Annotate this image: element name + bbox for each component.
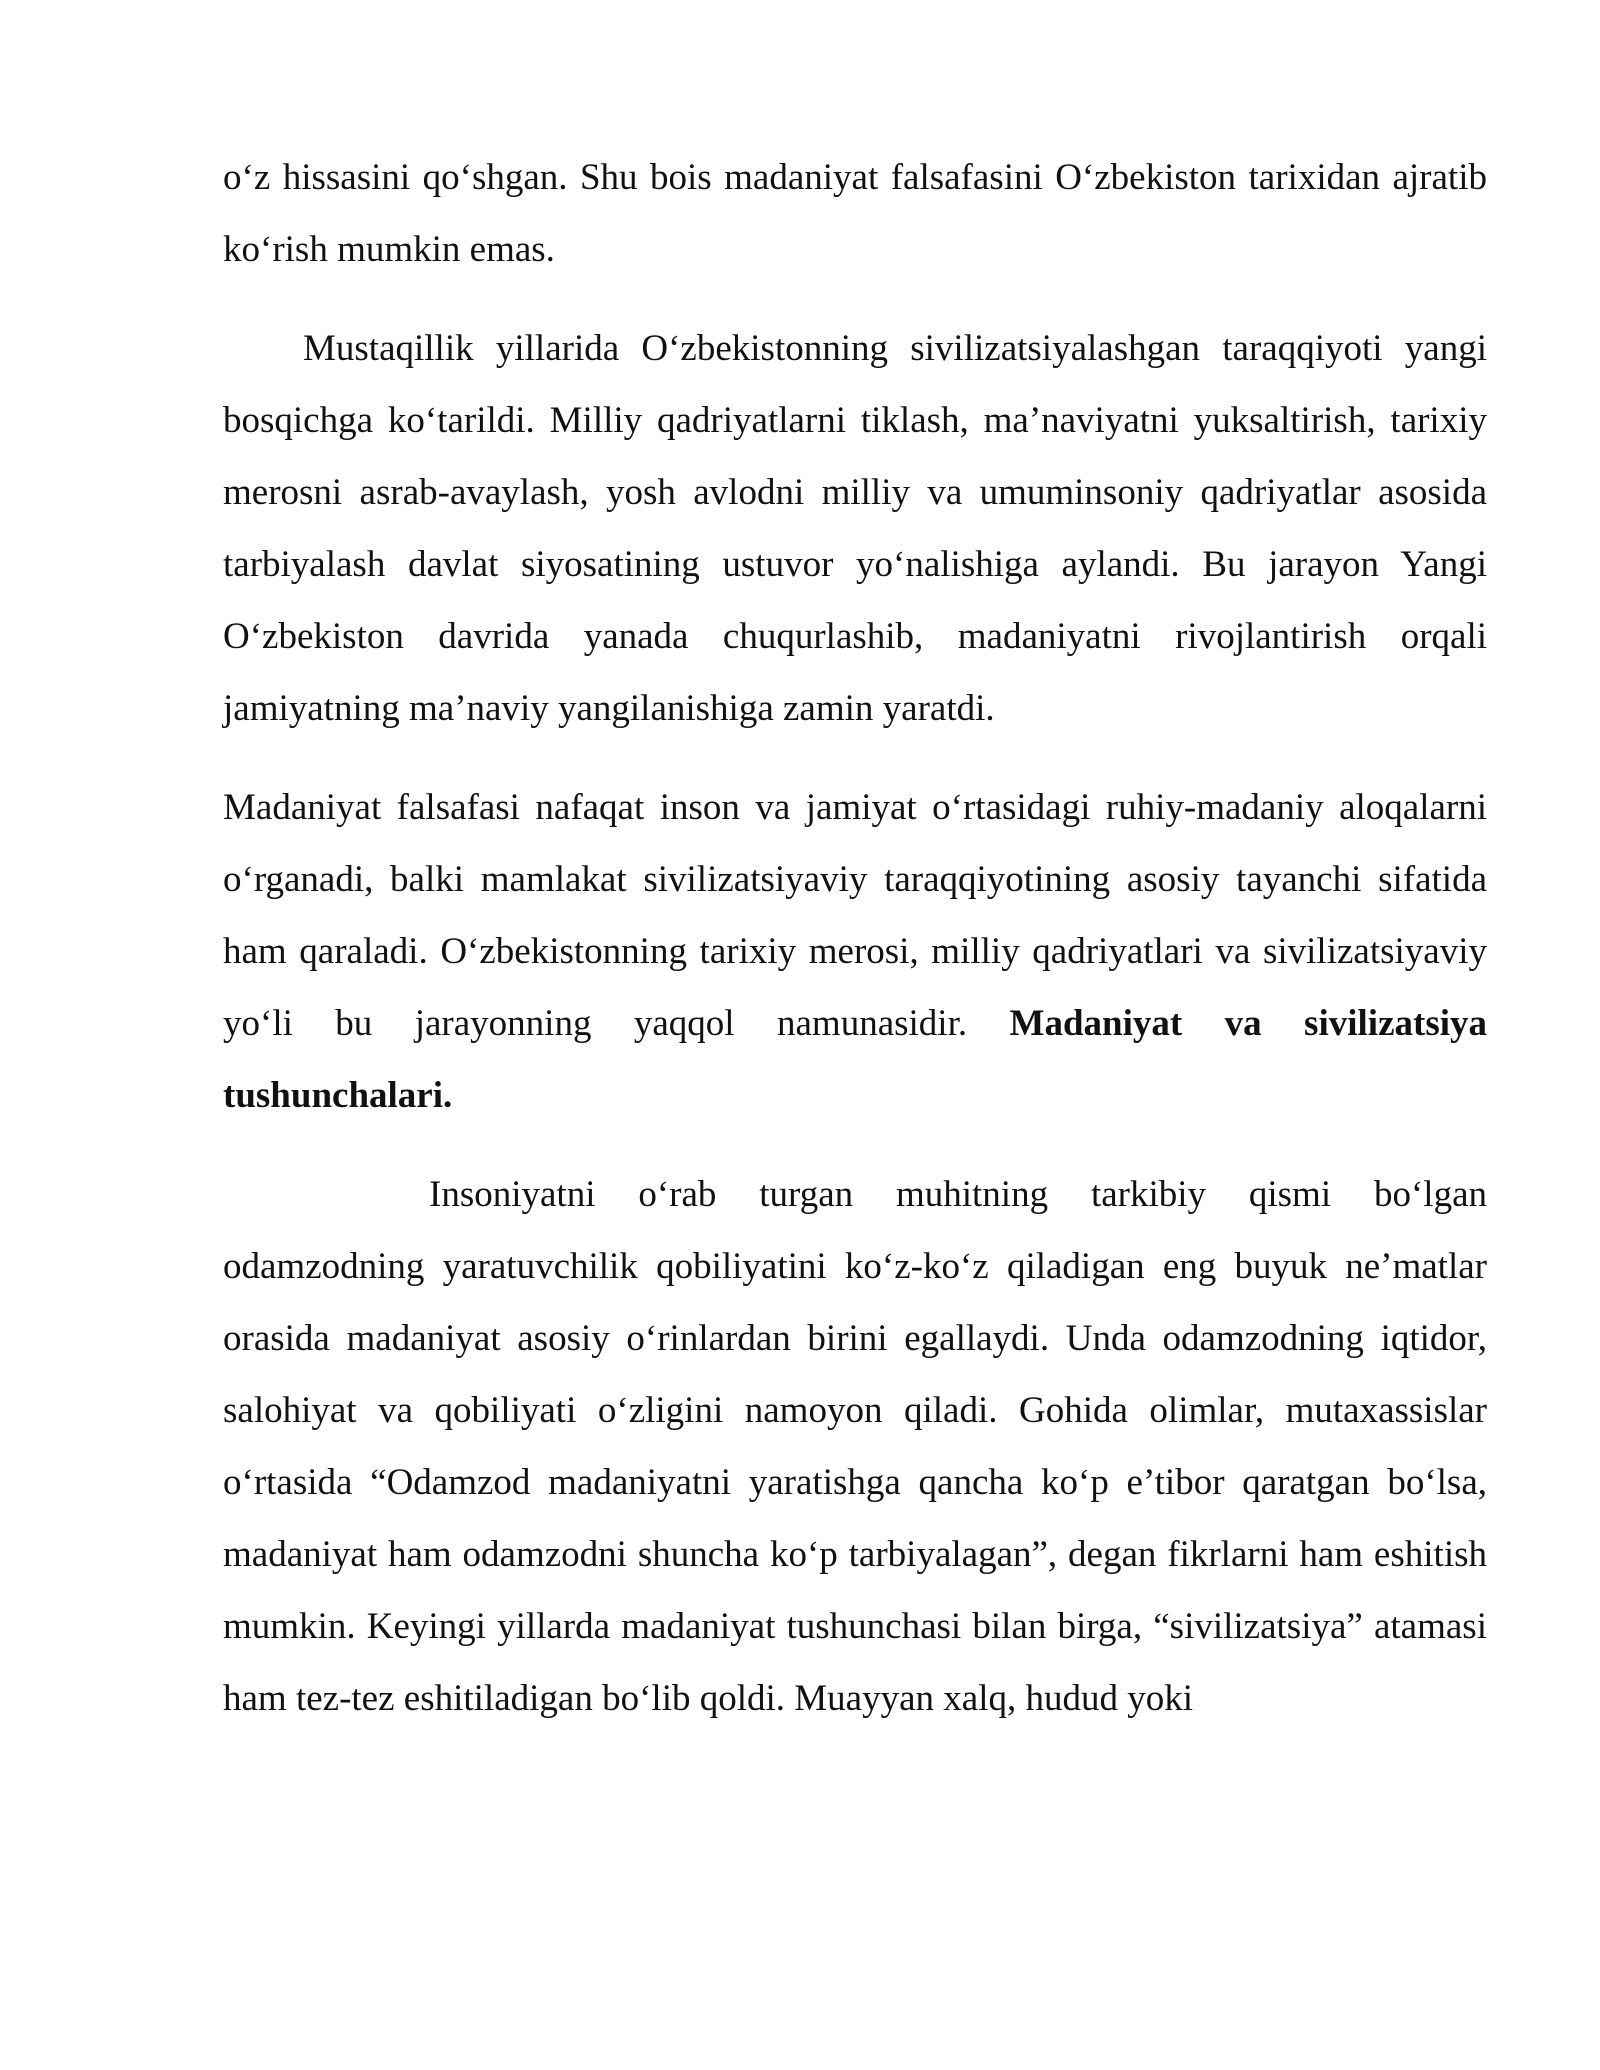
paragraph-3 <box>223 772 1487 1132</box>
section-heading: Madaniyat va sivilizatsiya tushunchalari. <box>223 1003 1487 1116</box>
paragraph-2: Mustaqillik yillarida O‘zbekistonning sivilizatsiyalashgan taraqqiyoti yangi bosqichga ko‘tarildi. Milliy qadriyatlarni tiklash, ma’naviyatni yuksaltirish, tarixiy merosni asrab-avaylash, yosh avlodni milliy va umuminsoniy qadriyatlar asosida tarbiyalash davlat siyosatining ustuvor yo‘nalishiga aylandi. Bu jarayon Yangi O‘zbekiston davrida yanada chuqurlashib, madaniyatni rivojlantirish orqali jamiyatning ma’naviy yangilanishiga zamin yaratdi. <box>223 328 1487 729</box>
paragraph-1: o‘z hissasini qo‘shgan. Shu bois madaniyat falsafasini O‘zbekiston tarixidan ajratib ko‘rish mumkin emas. <box>223 157 1487 270</box>
document-body <box>223 142 1487 1735</box>
paragraph-4: Insoniyatni o‘rab turgan muhitning tarkibiy qismi bo‘lgan odamzodning yaratuvchilik qobiliyatini ko‘z-ko‘z qiladigan eng buyuk ne’matlar orasida madaniyat asosiy o‘rinlardan birini egallaydi. Unda odamzodning iqtidor, salohiyat va qobiliyati o‘zligini namoyon qiladi. Gohida olimlar, mutaxassislar o‘rtasida “Odamzod madaniyatni yaratishga qancha ko‘p e’tibor qaratgan bo‘lsa, madaniyat ham odamzodni shuncha ko‘p tarbiyalagan”, degan fikrlarni ham eshitish mumkin. Keyingi yillarda madaniyat tushunchasi bilan birga, “sivilizatsiya” atamasi ham tez-tez eshitiladigan bo‘lib qoldi. Muayyan xalq, hudud yoki <box>223 1174 1487 1719</box>
paragraph-3-text: Madaniyat falsafasi nafaqat inson va jamiyat o‘rtasidagi ruhiy-madaniy aloqalarni o‘rganadi, balki mamlakat sivilizatsiyaviy taraqqiyotining asosiy tayanchi sifatida ham qaraladi. O‘zbekistonning tarixiy merosi, milliy qadriyatlari va sivilizatsiyaviy yo‘li bu jarayonning yaqqol namunasidir. <box>223 787 1487 1044</box>
